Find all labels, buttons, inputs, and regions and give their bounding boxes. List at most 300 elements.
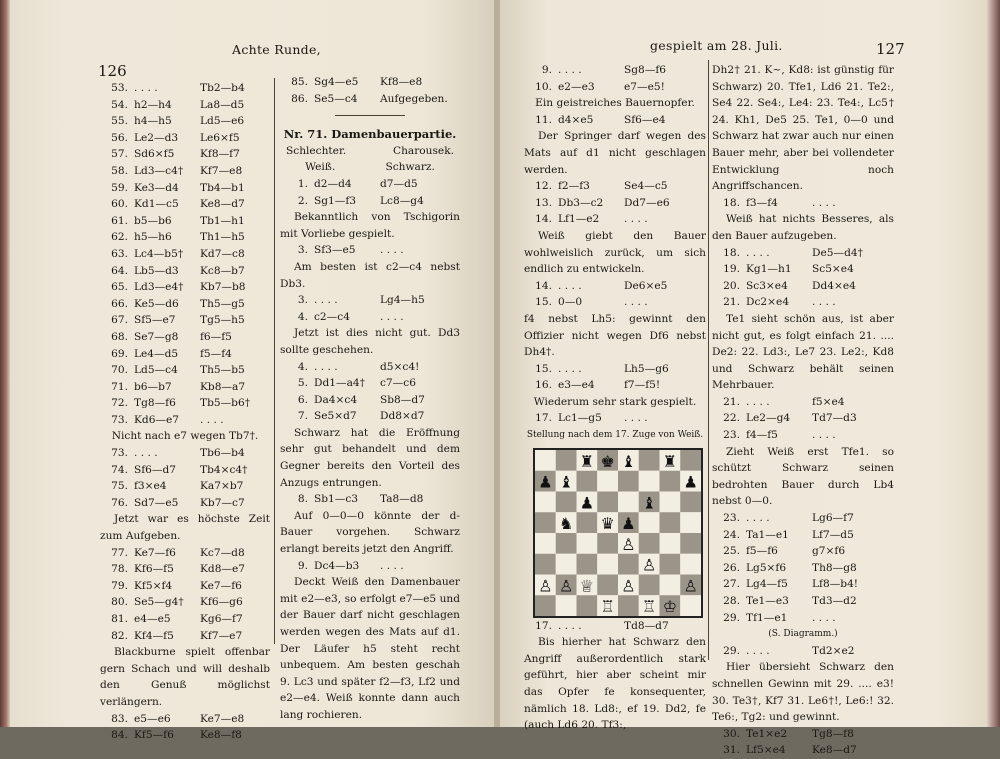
chess-piece-icon: ♖ (600, 596, 615, 616)
board-square (556, 595, 577, 616)
move-row (524, 79, 706, 96)
move-row (712, 726, 894, 743)
white-move: e2—e3 (558, 80, 595, 93)
move-list (100, 711, 270, 744)
black-move: Dd7—e6 (624, 196, 670, 209)
move-number: 53. (111, 82, 128, 94)
move-number: 84. (111, 729, 128, 742)
black-move: f7—f5! (624, 379, 661, 392)
move-row (712, 510, 894, 527)
board-square (660, 574, 681, 595)
black-move: Th8—g8 (812, 561, 857, 574)
move-row (100, 545, 270, 562)
chess-piece-icon: ♙ (558, 576, 574, 596)
white-move: d2—d4 (314, 177, 352, 190)
black-move: Se4—c5 (624, 180, 668, 193)
annotation: Auf 0—0—0 könnte der d-Bauer vorgehen. Schwarz erlangt bereits jetzt den Angriff. (280, 509, 460, 556)
move-row (100, 263, 270, 280)
page-number: 126 (98, 62, 127, 80)
move-row (524, 278, 706, 295)
move-number: 31. (723, 744, 740, 757)
move-row (100, 80, 270, 97)
black-move: Kb7—c7 (200, 496, 245, 509)
move-number: 79. (111, 579, 128, 592)
black-move: Aufgegeben. (380, 92, 448, 105)
white-move: . . . . (314, 360, 338, 373)
move-row (100, 594, 270, 611)
move-row (280, 359, 460, 376)
move-row (280, 91, 460, 108)
white-move: Ke7—f6 (134, 546, 176, 559)
chess-piece-icon: ♙ (538, 576, 553, 596)
white-move: Sg1—f3 (314, 194, 357, 207)
move-number: 14. (535, 213, 552, 226)
move-number: 80. (111, 596, 128, 609)
move-row (100, 130, 270, 147)
move-row (280, 558, 460, 575)
board-square (660, 491, 681, 512)
chess-piece-icon: ♚ (600, 451, 615, 471)
white-move: Kd1—c5 (134, 198, 179, 211)
black-move: De6×e5 (624, 279, 668, 292)
chess-piece-icon: ♝ (558, 472, 574, 492)
move-number: 7. (297, 410, 308, 423)
board-square (577, 595, 598, 616)
column-rule (708, 60, 709, 660)
chess-piece-icon: ♟ (621, 513, 636, 533)
move-list (712, 510, 894, 626)
board-square (680, 533, 701, 554)
white-move: . . . . (134, 82, 158, 94)
move-row (100, 362, 270, 379)
black-move: Kg6—f7 (200, 613, 243, 625)
move-number: 59. (111, 181, 128, 194)
section-rule (335, 115, 405, 116)
binding-edge-left (0, 0, 10, 727)
black-move: Tb4×c4† (200, 463, 248, 476)
move-row (712, 742, 894, 759)
black-move: Kf8—e8 (380, 76, 423, 88)
move-number: 67. (111, 314, 128, 327)
move-number: 21. (723, 395, 740, 408)
white-move: Sg4—e5 (314, 76, 359, 88)
annotation: Wiederum sehr stark gespielt. (533, 395, 697, 408)
move-number: 30. (723, 727, 740, 740)
black-move: f5×e4 (812, 395, 845, 408)
black-move: Ld5—e6 (200, 115, 245, 128)
white-move: Lc1—g5 (558, 412, 602, 425)
move-row (100, 495, 270, 512)
white-move: Ta1—e1 (746, 528, 789, 541)
black-move: Sb8—d7 (380, 393, 425, 406)
move-number: 62. (111, 231, 128, 244)
move-row (712, 560, 894, 577)
move-number: 63. (111, 247, 128, 260)
move-row (100, 711, 270, 728)
move-row (712, 527, 894, 544)
move-row (100, 163, 270, 180)
move-list (712, 394, 894, 444)
move-number: 28. (723, 595, 740, 607)
running-head: Achte Runde, (232, 42, 321, 57)
black-move: Tg8—f8 (812, 727, 854, 740)
move-list (524, 410, 706, 427)
annotation: Weiß giebt den Bauer wohlweislich zurück, um sich endlich zu entwickeln. (524, 229, 706, 276)
white-move: Lc4—b5† (134, 247, 184, 260)
black-move: Lh5—g6 (624, 362, 669, 375)
board-square (556, 491, 577, 512)
board-square (577, 553, 598, 574)
black-move: Th5—b5 (200, 364, 245, 377)
move-row (100, 478, 270, 495)
move-number: 75. (111, 480, 128, 493)
white-move: . . . . (746, 512, 770, 525)
white-move: Dc2×e4 (746, 296, 790, 309)
white-move: Kf5—f6 (134, 729, 174, 742)
black-move: Tb4—b1 (200, 181, 245, 194)
annotation: Jetzt ist dies nicht gut. Dd3 sollte geschehen. (280, 327, 460, 356)
left-page (10, 0, 494, 742)
move-number: 54. (111, 98, 128, 111)
black-move: . . . . (812, 611, 836, 624)
white-move: Kf6—f5 (134, 563, 174, 576)
white-move: Sf5—e7 (134, 314, 176, 327)
black-move: . . . . (380, 244, 404, 257)
chess-piece-icon: ♛ (600, 513, 615, 533)
white-move: Le2—d3 (134, 131, 179, 144)
move-number: 76. (111, 496, 128, 509)
move-row (712, 576, 894, 593)
black-move: Tb2—b4 (200, 82, 245, 94)
move-row (100, 628, 270, 645)
white-move: Te1×e2 (746, 727, 788, 740)
white-move: Se5—c4 (314, 92, 358, 105)
chess-piece-icon: ♕ (579, 576, 595, 596)
black-move: Tb1—h1 (200, 214, 245, 227)
move-number: 18. (723, 196, 740, 209)
black-move: Le6×f5 (200, 131, 240, 144)
move-row (100, 329, 270, 346)
move-number: 56. (111, 131, 128, 144)
move-number: 83. (111, 712, 128, 725)
chess-piece-icon: ♟ (579, 493, 595, 513)
move-row (100, 180, 270, 197)
black-move: Ta8—d8 (380, 493, 424, 506)
move-number: 55. (111, 115, 128, 128)
white-move: f4—f5 (746, 429, 778, 442)
white-move: . . . . (746, 644, 770, 657)
black-player: Charousek. (392, 144, 454, 157)
black-move: Td7—d3 (812, 412, 857, 425)
chess-piece-icon: ♖ (641, 596, 657, 616)
move-list (280, 359, 460, 425)
black-move: Kf6—g6 (200, 596, 243, 609)
move-row (524, 377, 706, 394)
left-column (100, 80, 270, 744)
black-move: . . . . (624, 296, 648, 309)
players-line (280, 143, 460, 160)
board-square (577, 533, 598, 554)
move-row (100, 412, 270, 429)
white-move: Dd1—a4† (314, 377, 365, 390)
column-rule (274, 78, 275, 644)
move-number: 18. (723, 246, 740, 259)
move-number: 20. (723, 279, 740, 292)
black-move: Ke8—d7 (812, 744, 857, 757)
black-move: Sg8—f6 (624, 64, 667, 76)
black-move: La8—d5 (200, 98, 245, 111)
white-move: Sc3×e4 (746, 279, 788, 292)
annotation: Deckt Weiß den Damenbauer mit e2—e3, so erfolgt e7—e5 und der Bauer darf nicht geschlagen werden wegen des Mats auf d1. Der Läufer h5 steht recht unbequem. Am besten geschah 9. Lc3 und später f2—f3, Lf2 und e2—e4. Weiß konnte dann auch lang rochieren. (280, 576, 460, 721)
white-move: . . . . (558, 619, 582, 632)
move-number: 10. (535, 80, 552, 93)
move-list (524, 618, 706, 635)
move-row (280, 193, 460, 210)
black-move: Dd4×e4 (812, 279, 856, 292)
board-square (597, 574, 618, 595)
diagram-reference: (S. Diagramm.) (768, 629, 838, 640)
white-move: c2—c4 (314, 310, 350, 323)
black-move: Kc7—d8 (200, 546, 245, 559)
chess-piece-icon: ♜ (579, 451, 595, 471)
black-move: Lf8—b4! (812, 578, 859, 591)
move-row (712, 410, 894, 427)
annotation: Hier übersieht Schwarz den schnellen Gewinn mit 29. .... e3! 30. Te3†, Kf7 31. Le6†!, Le6:! 32. Te6:, Tg2: und gewinnt. (712, 661, 894, 724)
black-move: g7×f6 (812, 545, 846, 558)
chess-piece-icon: ♟ (683, 472, 698, 492)
move-list (100, 545, 270, 645)
move-row (100, 213, 270, 230)
chess-piece-icon: ♜ (662, 451, 678, 471)
white-move: Lg4—f5 (746, 578, 788, 591)
black-move: . . . . (812, 296, 836, 309)
black-move: Ke7—e8 (200, 712, 245, 725)
move-number: 4. (297, 310, 308, 323)
right-column (712, 62, 894, 759)
board-square (577, 512, 598, 533)
white-move: Sd7—e5 (134, 496, 179, 509)
move-number: 68. (111, 330, 128, 343)
move-number: 25. (723, 545, 740, 558)
annotation: Jetzt war es höchste Zeit zum Aufgeben. (100, 513, 270, 543)
move-row (712, 543, 894, 560)
move-list (712, 726, 894, 759)
move-list (280, 491, 460, 508)
chess-piece-icon: ♙ (621, 534, 636, 554)
white-move: Ld3—e4† (134, 281, 184, 294)
move-row (100, 246, 270, 263)
white-move: 0—0 (558, 296, 583, 309)
move-list (524, 361, 706, 394)
move-number: 15. (535, 362, 552, 375)
move-list (524, 278, 706, 311)
move-number: 85. (291, 76, 308, 88)
black-move: Kd8—e7 (200, 563, 246, 576)
move-number: 17. (535, 412, 552, 425)
move-row (100, 395, 270, 412)
black-move: Td8—d7 (624, 619, 669, 632)
move-number: 74. (111, 463, 128, 476)
black-move: Td3—d2 (812, 595, 857, 607)
move-row (100, 196, 270, 213)
page-number: 127 (876, 40, 905, 58)
white-move: Se5×d7 (314, 410, 357, 423)
white-move: f3—f4 (746, 196, 778, 209)
move-number: 19. (723, 263, 740, 276)
black-move: d7—d5 (380, 177, 418, 190)
move-number: 4. (297, 360, 308, 373)
white-move: Se7—g8 (134, 330, 179, 343)
white-move: Sd6×f5 (134, 148, 175, 161)
move-list (712, 643, 894, 660)
board-square (535, 595, 556, 616)
board-square (535, 553, 556, 574)
board-square (639, 512, 660, 533)
move-number: 60. (111, 198, 128, 211)
board-square (660, 470, 681, 491)
move-number: 5. (297, 377, 308, 390)
black-move: f6—f5 (200, 330, 232, 343)
board-square (660, 553, 681, 574)
black-move: Sf6—e4 (624, 113, 666, 126)
move-number: 69. (111, 347, 128, 360)
move-number: 9. (297, 559, 308, 572)
move-row (524, 294, 706, 311)
move-row (100, 296, 270, 313)
annotation: Am besten ist c2—c4 nebst Db3. (280, 260, 460, 290)
board-square (618, 470, 639, 491)
move-number: 65. (111, 281, 128, 294)
white-move: d4×e5 (558, 113, 594, 126)
board-square (660, 533, 681, 554)
annotation: f4 nebst Lh5: gewinnt den Offizier nicht wegen Df6 nebst Dh4†. (524, 312, 706, 359)
move-row (100, 727, 270, 744)
black-move: . . . . (812, 429, 836, 442)
black-move: Tg5—h5 (200, 314, 245, 327)
black-move: Kc8—b7 (200, 264, 245, 277)
move-row (280, 309, 460, 326)
black-move: e7—e5! (624, 80, 665, 93)
white-move: Ke3—d4 (134, 181, 179, 194)
white-player: Schlechter. (286, 144, 347, 157)
move-number: 16. (535, 379, 552, 392)
chess-piece-icon: ♙ (621, 576, 636, 596)
move-row (100, 97, 270, 114)
black-move: c7—c6 (380, 377, 416, 390)
white-move: f5—f6 (746, 545, 778, 558)
white-move: . . . . (746, 246, 770, 259)
move-number: 3. (297, 294, 308, 307)
black-move: . . . . (380, 310, 404, 323)
move-row (712, 593, 894, 610)
move-row (280, 176, 460, 193)
move-row (524, 178, 706, 195)
chess-piece-icon: ♝ (621, 451, 636, 471)
move-list (280, 558, 460, 575)
move-row (712, 294, 894, 311)
black-move: Lf7—d5 (812, 528, 854, 541)
move-list (524, 178, 706, 228)
white-move: e4—e5 (134, 613, 171, 625)
running-head: gespielt am 28. Juli. (650, 38, 783, 53)
board-square (535, 491, 556, 512)
right-page (500, 0, 986, 757)
move-row (712, 394, 894, 411)
board-square (680, 491, 701, 512)
white-move: Ld3—c4† (134, 164, 184, 177)
board-square (680, 450, 701, 471)
chess-piece-icon: ♙ (641, 555, 657, 575)
move-number: 23. (723, 429, 740, 442)
move-row (524, 361, 706, 378)
black-move: f5—f4 (200, 347, 232, 360)
move-row (712, 610, 894, 627)
white-move: Kd6—e7 (134, 413, 180, 426)
board-square (597, 533, 618, 554)
move-row (100, 346, 270, 363)
move-list (524, 62, 706, 95)
annotation: Dh2† 21. K~, Kd8: ist günstig für Schwarz) 20. Tfe1, Ld6 21. Te2:, Se4 22. Se4:, Le4: 23. Te4:, Lc5† 24. Kh1, De5 25. Te1, 0—0 und Schwarz hat zwar auch nur einen Bauer mehr, aber bei vollendeter Entwicklung noch Angriffschancen. (712, 64, 894, 193)
board-square (660, 512, 681, 533)
move-number: 73. (111, 413, 128, 426)
white-move: . . . . (558, 279, 582, 292)
move-row (524, 62, 706, 79)
chess-piece-icon: ♟ (538, 472, 553, 492)
white-move: Lf1—e2 (558, 213, 600, 226)
annotation: Weiß hat nichts Besseres, als den Bauer aufzugeben. (712, 213, 894, 242)
move-number: 2. (297, 194, 308, 207)
board-square (556, 450, 577, 471)
white-move: Te1—e3 (746, 595, 789, 607)
move-list (524, 112, 706, 129)
black-move: . . . . (624, 412, 648, 425)
black-move: Kf8—f7 (200, 148, 240, 161)
move-row (280, 242, 460, 259)
white-move: Le4—d5 (134, 347, 179, 360)
move-number: 8. (297, 493, 308, 506)
annotation: Schwarz hat die Eröffnung sehr gut behandelt und dem Gegner bereits den Vorteil des Anzugs entrungen. (280, 426, 460, 489)
white-label: Weiß. (305, 161, 336, 174)
move-number: 82. (111, 629, 128, 642)
move-row (100, 561, 270, 578)
black-move: Ka7×b7 (200, 480, 244, 493)
move-list (712, 245, 894, 311)
move-row (100, 445, 270, 462)
left-column (524, 62, 706, 734)
move-number: 61. (111, 214, 128, 227)
move-row (100, 279, 270, 296)
move-number: 22. (723, 412, 740, 425)
move-number: 64. (111, 264, 128, 277)
white-move: h4—h5 (134, 115, 172, 128)
board-square (597, 491, 618, 512)
move-row (100, 578, 270, 595)
move-number: 12. (535, 180, 552, 193)
white-move: Sf3—e5 (314, 244, 356, 257)
right-column (280, 74, 460, 724)
move-list (280, 242, 460, 259)
black-move: Ke8—d7 (200, 198, 245, 211)
board-square (639, 533, 660, 554)
black-move: Th5—g5 (200, 297, 245, 310)
move-number: 78. (111, 563, 128, 576)
move-number: 70. (111, 364, 128, 377)
white-move: . . . . (746, 395, 770, 408)
chess-piece-icon: ♝ (641, 493, 657, 513)
annotation: Ein geistreiches Bauernopfer. (535, 97, 695, 110)
board-square (639, 470, 660, 491)
white-move: Lg5×f6 (746, 561, 787, 574)
